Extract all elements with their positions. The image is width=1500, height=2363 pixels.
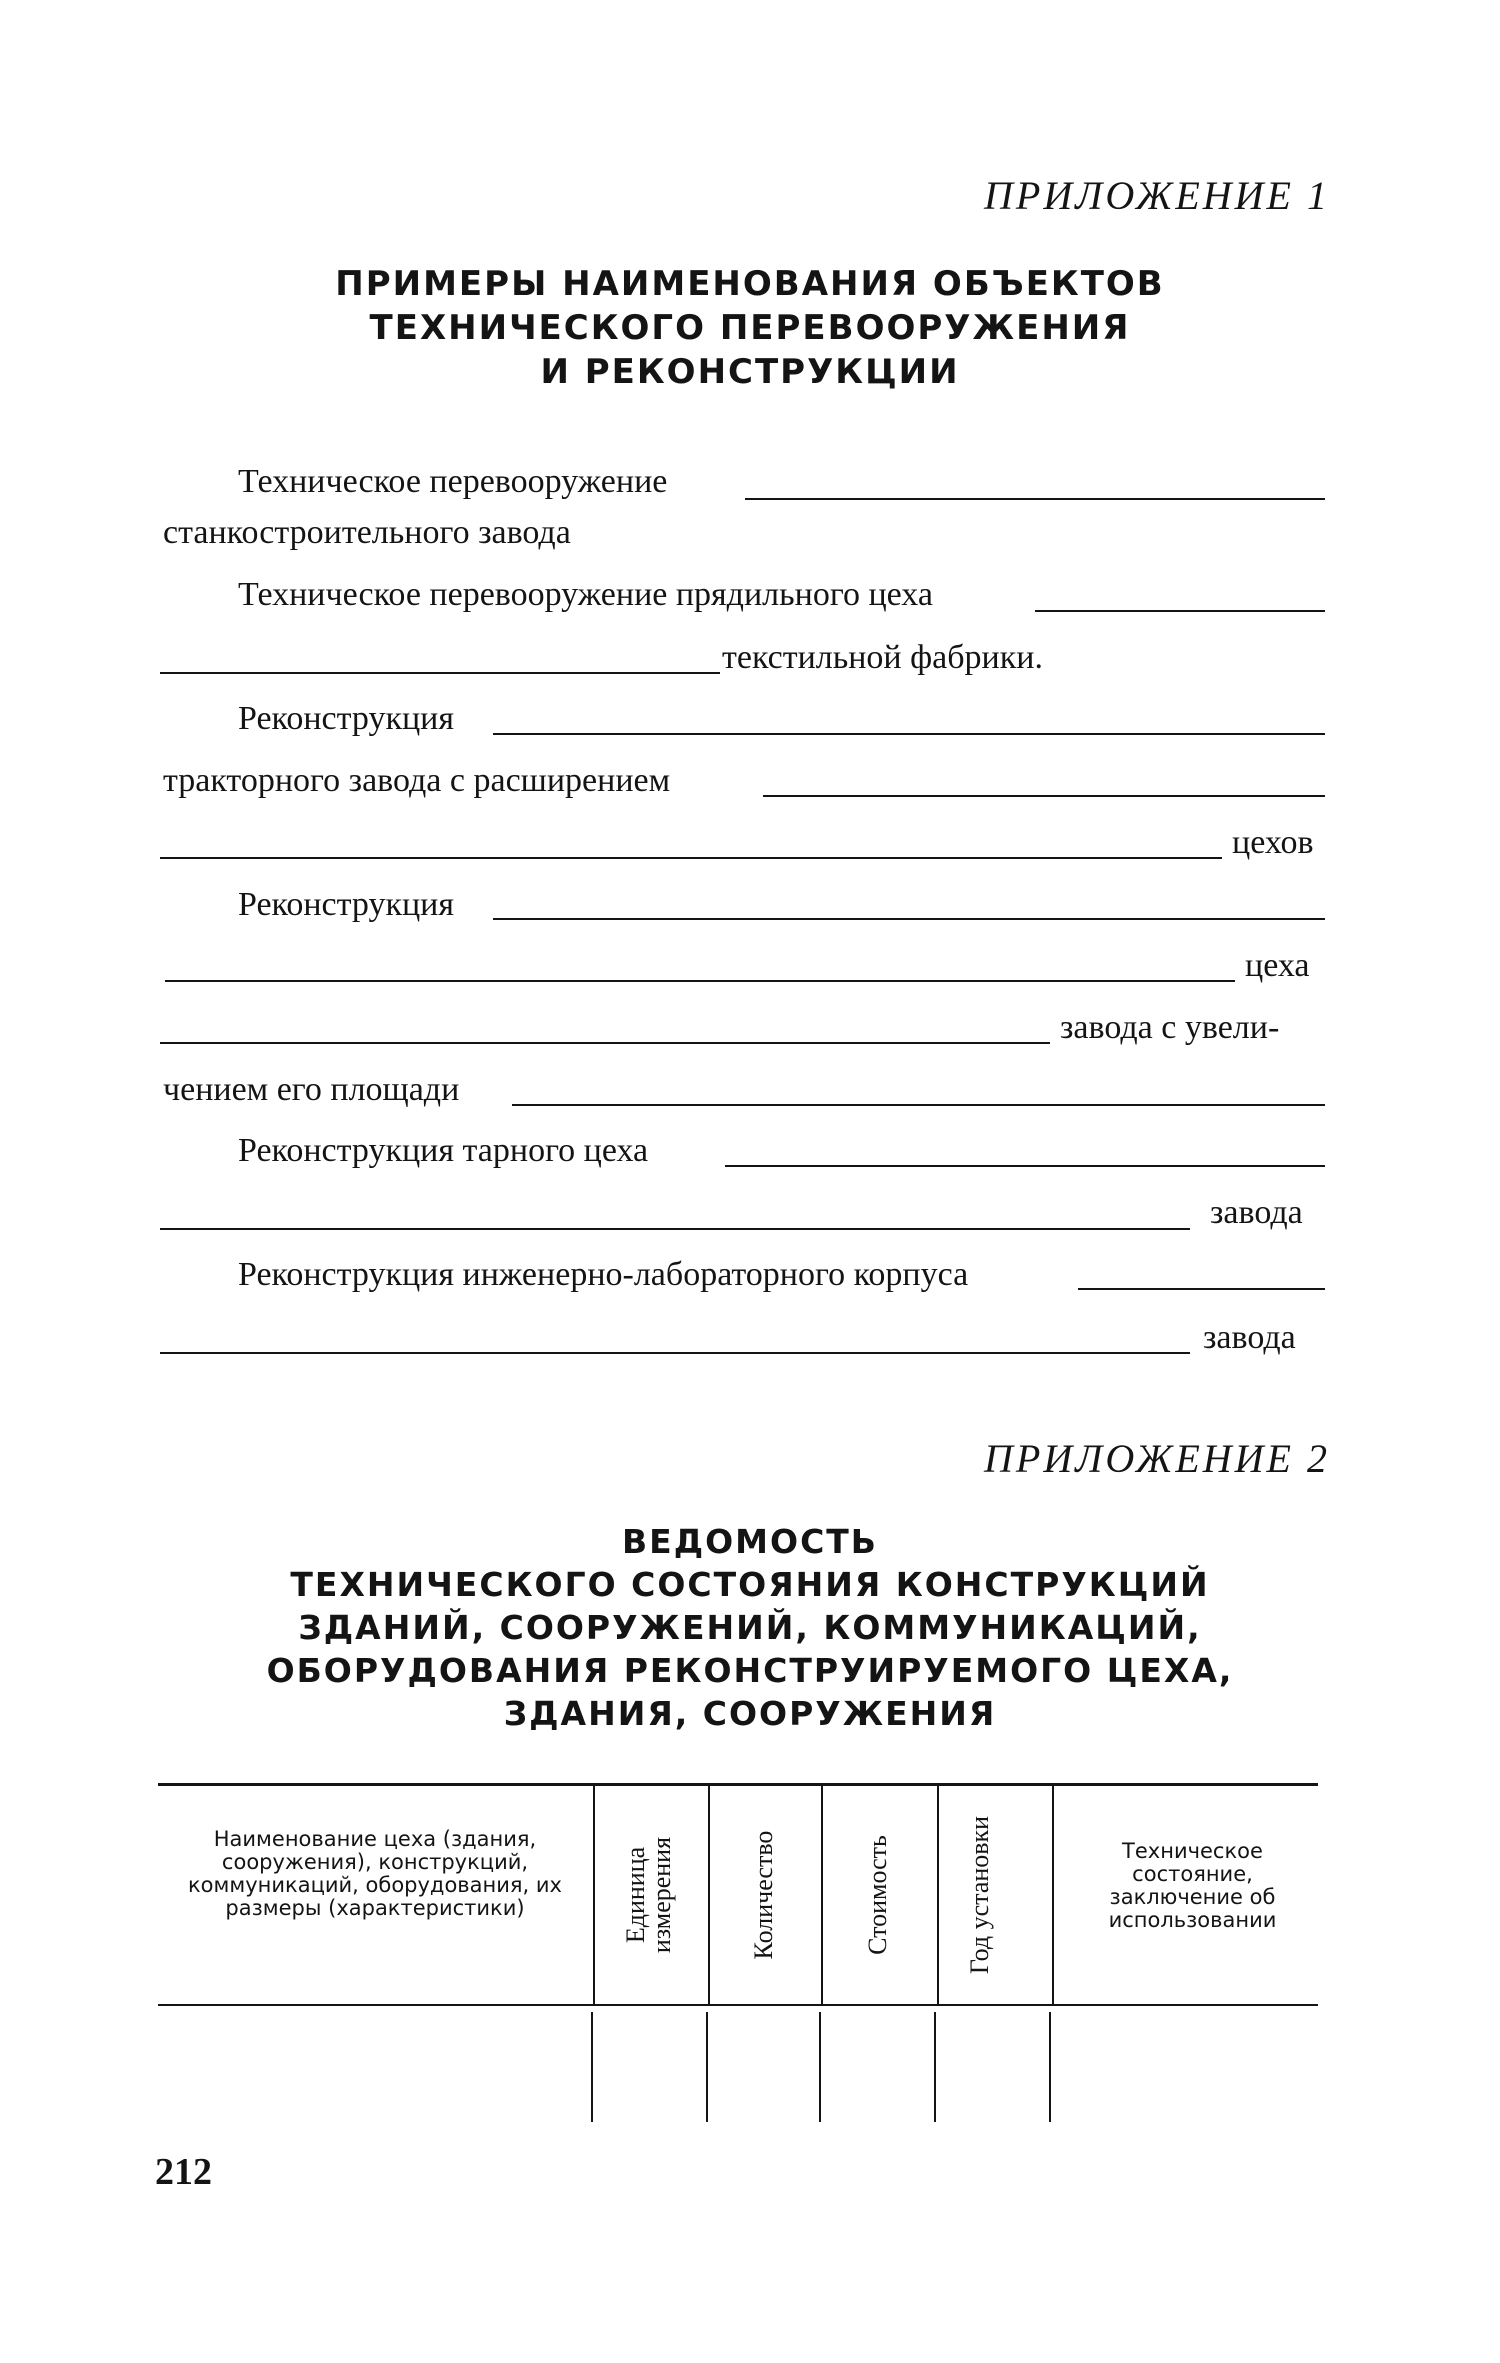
example-line: Реконструкция (238, 700, 455, 737)
column-divider (1049, 2012, 1051, 2122)
appendix-1-title (0, 262, 1500, 394)
blank-line (763, 795, 1325, 797)
blank-line (745, 498, 1325, 500)
title-line: ВЕДОМОСТЬ (622, 1522, 878, 1561)
blank-line (160, 1228, 1190, 1230)
example-line: завода (1203, 1319, 1296, 1356)
example-line: тракторного завода с расширением (163, 762, 671, 799)
title-line: ПРИМЕРЫ НАИМЕНОВАНИЯ ОБЪЕКТОВ (335, 264, 1165, 304)
column-divider (934, 2012, 936, 2122)
title-line: ЗДАНИЯ, СООРУЖЕНИЯ (503, 1694, 997, 1733)
example-line: Реконструкция тарного цеха (238, 1132, 649, 1169)
example-line: Техническое перевооружение (238, 463, 668, 500)
example-line: цеха (1245, 947, 1310, 984)
header-cost: Стоимость (863, 1835, 892, 1955)
example-line: станкостроительного завода (163, 514, 571, 551)
column-divider (819, 2012, 821, 2122)
blank-line (512, 1104, 1325, 1106)
page-number: 212 (155, 2151, 212, 2193)
header-quantity: Количество (749, 1830, 778, 1960)
header-condition: Техническое состояние, заключение об использовании (1108, 1839, 1277, 1932)
title-line: ТЕХНИЧЕСКОГО ПЕРЕВООРУЖЕНИЯ (369, 308, 1131, 348)
example-line: Реконструкция инженерно-лабораторного корпуса (238, 1256, 969, 1293)
appendix-1-label: ПРИЛОЖЕНИЕ 1 (984, 173, 1330, 218)
example-line: завода (1210, 1194, 1303, 1231)
appendix-2-label: ПРИЛОЖЕНИЕ 2 (984, 1436, 1330, 1481)
column-divider (593, 1785, 595, 2005)
title-line: ЗДАНИЙ, СООРУЖЕНИЙ, КОММУНИКАЦИЙ, (298, 1608, 1202, 1647)
table-header-bottom-border (158, 2004, 1318, 2006)
header-object-name: Наименование цеха (здания, сооружения), конструкций, коммуникаций, оборудования, их размеры (характеристики) (188, 1827, 562, 1920)
column-divider (821, 1785, 823, 2005)
header-install-year: Год установки (965, 1815, 994, 1975)
blank-line (1078, 1288, 1325, 1290)
example-line: завода с увели- (1060, 1009, 1280, 1046)
title-line: ТЕХНИЧЕСКОГО СОСТОЯНИЯ КОНСТРУКЦИЙ (290, 1565, 1210, 1604)
header-unit: Единица измерения (621, 1836, 676, 1954)
example-line: чением его площади (163, 1071, 460, 1108)
example-line: Реконструкция (238, 886, 455, 923)
column-divider (708, 1785, 710, 2005)
column-divider (937, 1785, 939, 2005)
blank-line (493, 733, 1325, 735)
column-divider (1052, 1785, 1054, 2005)
blank-line (160, 672, 720, 674)
table-top-border (158, 1783, 1318, 1786)
column-divider (591, 2012, 593, 2122)
appendix-2-title (0, 1520, 1500, 1735)
blank-line (165, 980, 1235, 982)
blank-line (160, 1352, 1190, 1354)
example-line: Техническое перевооружение прядильного цеха (238, 576, 933, 613)
blank-line (493, 918, 1325, 920)
blank-line (725, 1165, 1325, 1167)
example-line: текстильной фабрики. (722, 639, 1043, 676)
title-line: ОБОРУДОВАНИЯ РЕКОНСТРУИРУЕМОГО ЦЕХА, (266, 1651, 1234, 1690)
blank-line (160, 1042, 1050, 1044)
example-line: цехов (1232, 824, 1314, 861)
column-divider (706, 2012, 708, 2122)
title-line: И РЕКОНСТРУКЦИИ (540, 352, 960, 392)
blank-line (1035, 610, 1325, 612)
blank-line (160, 857, 1222, 859)
